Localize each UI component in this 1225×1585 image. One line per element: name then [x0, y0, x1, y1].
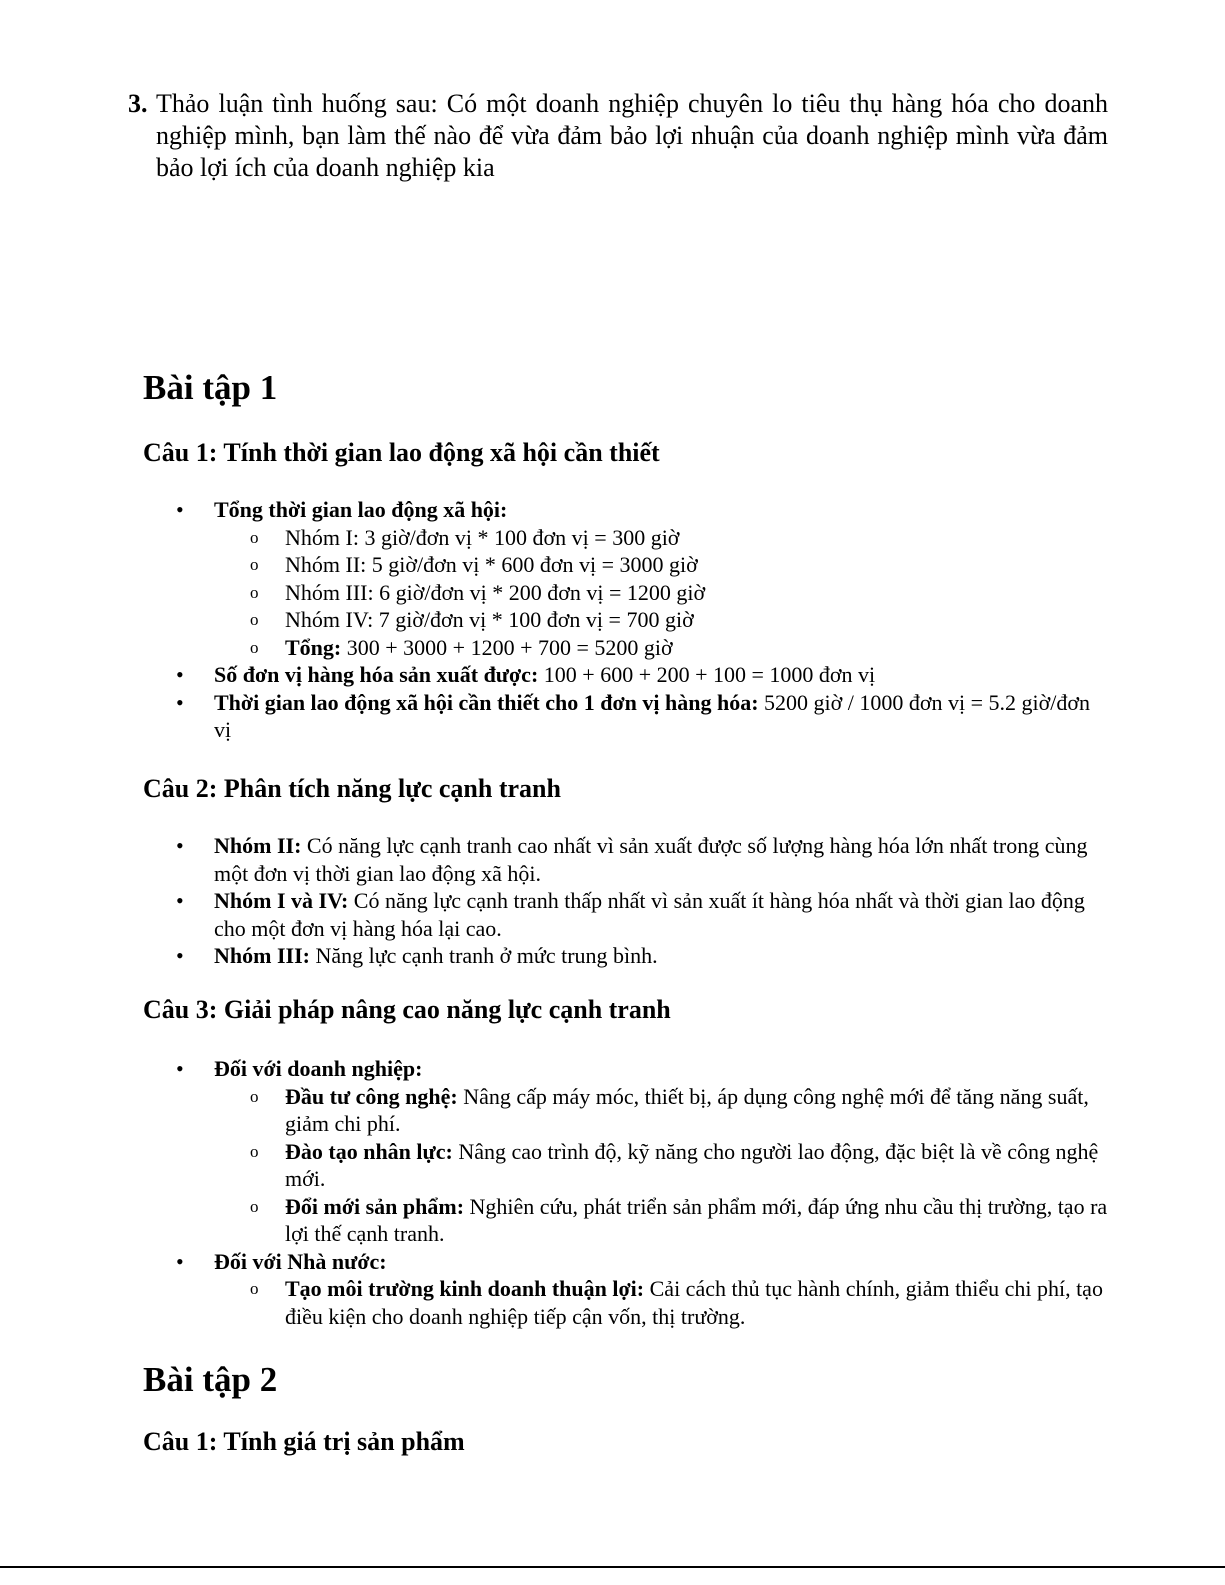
list-item — [143, 942, 1108, 970]
question-number: 3. — [128, 89, 148, 118]
sub-list-item — [214, 1275, 1108, 1330]
item-label: Nhóm II: — [214, 833, 302, 858]
sub-list-item-total — [214, 634, 1108, 662]
list-item — [143, 1248, 1108, 1331]
page-bottom-rule — [0, 1566, 1225, 1568]
item-label: Đào tạo nhân lực: — [285, 1138, 453, 1164]
exercise-1-question-1-list — [143, 496, 1108, 744]
item-label: Tổng thời gian lao động xã hội: — [214, 497, 508, 522]
list-item — [143, 496, 1108, 661]
list-item — [143, 689, 1108, 744]
item-label: Đổi mới sản phẩm: — [285, 1193, 465, 1219]
list-item — [143, 1055, 1108, 1248]
exercise-1-title: Bài tập 1 — [143, 368, 278, 407]
list-item — [143, 832, 1108, 887]
exercise-1-question-2-heading: Câu 2: Phân tích năng lực cạnh tranh — [143, 774, 561, 803]
item-text: Nâng cấp máy móc, thiết bị, áp dụng công nghệ mới để tăng năng suất, giảm chi phí. — [285, 1083, 1089, 1136]
item-label: Số đơn vị hàng hóa sản xuất được: — [214, 662, 539, 687]
item-label: Nhóm III: — [214, 943, 310, 968]
item-text: Nâng cao trình độ, kỹ năng cho người lao động, đặc biệt là về công nghệ mới. — [285, 1138, 1099, 1191]
item-text: Có năng lực cạnh tranh cao nhất vì sản xuất được số lượng hàng hóa lớn nhất trong cùng một đơn vị thời gian lao động xã hội. — [214, 833, 1088, 886]
item-label: Đối với Nhà nước: — [214, 1248, 387, 1274]
item-label: Tổng: — [285, 634, 342, 660]
sub-list-item — [214, 1193, 1108, 1248]
item-label: Nhóm I và IV: — [214, 888, 349, 913]
exercise-2-title: Bài tập 2 — [143, 1360, 278, 1399]
item-text: Có năng lực cạnh tranh thấp nhất vì sản xuất ít hàng hóa nhất và thời gian lao động cho một đơn vị hàng hóa lại cao. — [214, 888, 1085, 941]
item-text: Nghiên cứu, phát triển sản phẩm mới, đáp ứng nhu cầu thị trường, tạo ra lợi thế cạnh tranh. — [285, 1193, 1108, 1246]
item-label: Đầu tư công nghệ: — [285, 1083, 458, 1109]
item-text: Năng lực cạnh tranh ở mức trung bình. — [309, 943, 658, 968]
list-item — [143, 661, 1108, 689]
sub-list-item — [214, 1083, 1108, 1138]
item-text: Cải cách thủ tục hành chính, giảm thiểu chi phí, tạo điều kiện cho doanh nghiệp tiếp cận vốn, thị trường. — [285, 1276, 1103, 1329]
item-label: Tạo môi trường kinh doanh thuận lợi: — [285, 1276, 645, 1301]
sub-list — [214, 524, 1108, 662]
sub-list-item: o Nhóm I: 3 giờ/đơn vị * 100 đơn vị = 300 giờ — [214, 524, 1108, 552]
exercise-1-question-1-heading: Câu 1: Tính thời gian lao động xã hội cần thiết — [143, 438, 660, 467]
question-3 — [128, 88, 1108, 184]
item-text: 100 + 600 + 200 + 100 = 1000 đơn vị — [538, 662, 876, 687]
item-text: 5200 giờ / 1000 đơn vị = 5.2 giờ/đơn vị — [214, 689, 1091, 742]
exercise-2-question-1-heading: Câu 1: Tính giá trị sản phẩm — [143, 1427, 465, 1456]
exercise-1-question-2-list — [143, 832, 1108, 970]
exercise-1-question-3-heading: Câu 3: Giải pháp nâng cao năng lực cạnh tranh — [143, 995, 671, 1024]
item-text: 300 + 3000 + 1200 + 700 = 5200 giờ — [341, 634, 673, 660]
question-text: Thảo luận tình huống sau: Có một doanh nghiệp chuyên lo tiêu thụ hàng hóa cho doanh nghiệp mình, bạn làm thế nào để vừa đảm bảo lợi nhuận của doanh nghiệp mình vừa đảm bảo lợi ích của doanh nghiệp kia — [156, 89, 1108, 182]
sub-list — [214, 1083, 1108, 1248]
sub-list-item: o Nhóm III: 6 giờ/đơn vị * 200 đơn vị = 1200 giờ — [214, 579, 1108, 607]
item-label: Đối với doanh nghiệp: — [214, 1056, 423, 1081]
exercise-1-question-3-list — [143, 1055, 1108, 1330]
sub-list-item — [214, 1138, 1108, 1193]
list-item — [143, 887, 1108, 942]
sub-list-item: o Nhóm II: 5 giờ/đơn vị * 600 đơn vị = 3000 giờ — [214, 551, 1108, 579]
sub-list-item: o Nhóm IV: 7 giờ/đơn vị * 100 đơn vị = 700 giờ — [214, 606, 1108, 634]
item-label: Thời gian lao động xã hội cần thiết cho 1 đơn vị hàng hóa: — [214, 689, 759, 715]
sub-list — [214, 1275, 1108, 1330]
